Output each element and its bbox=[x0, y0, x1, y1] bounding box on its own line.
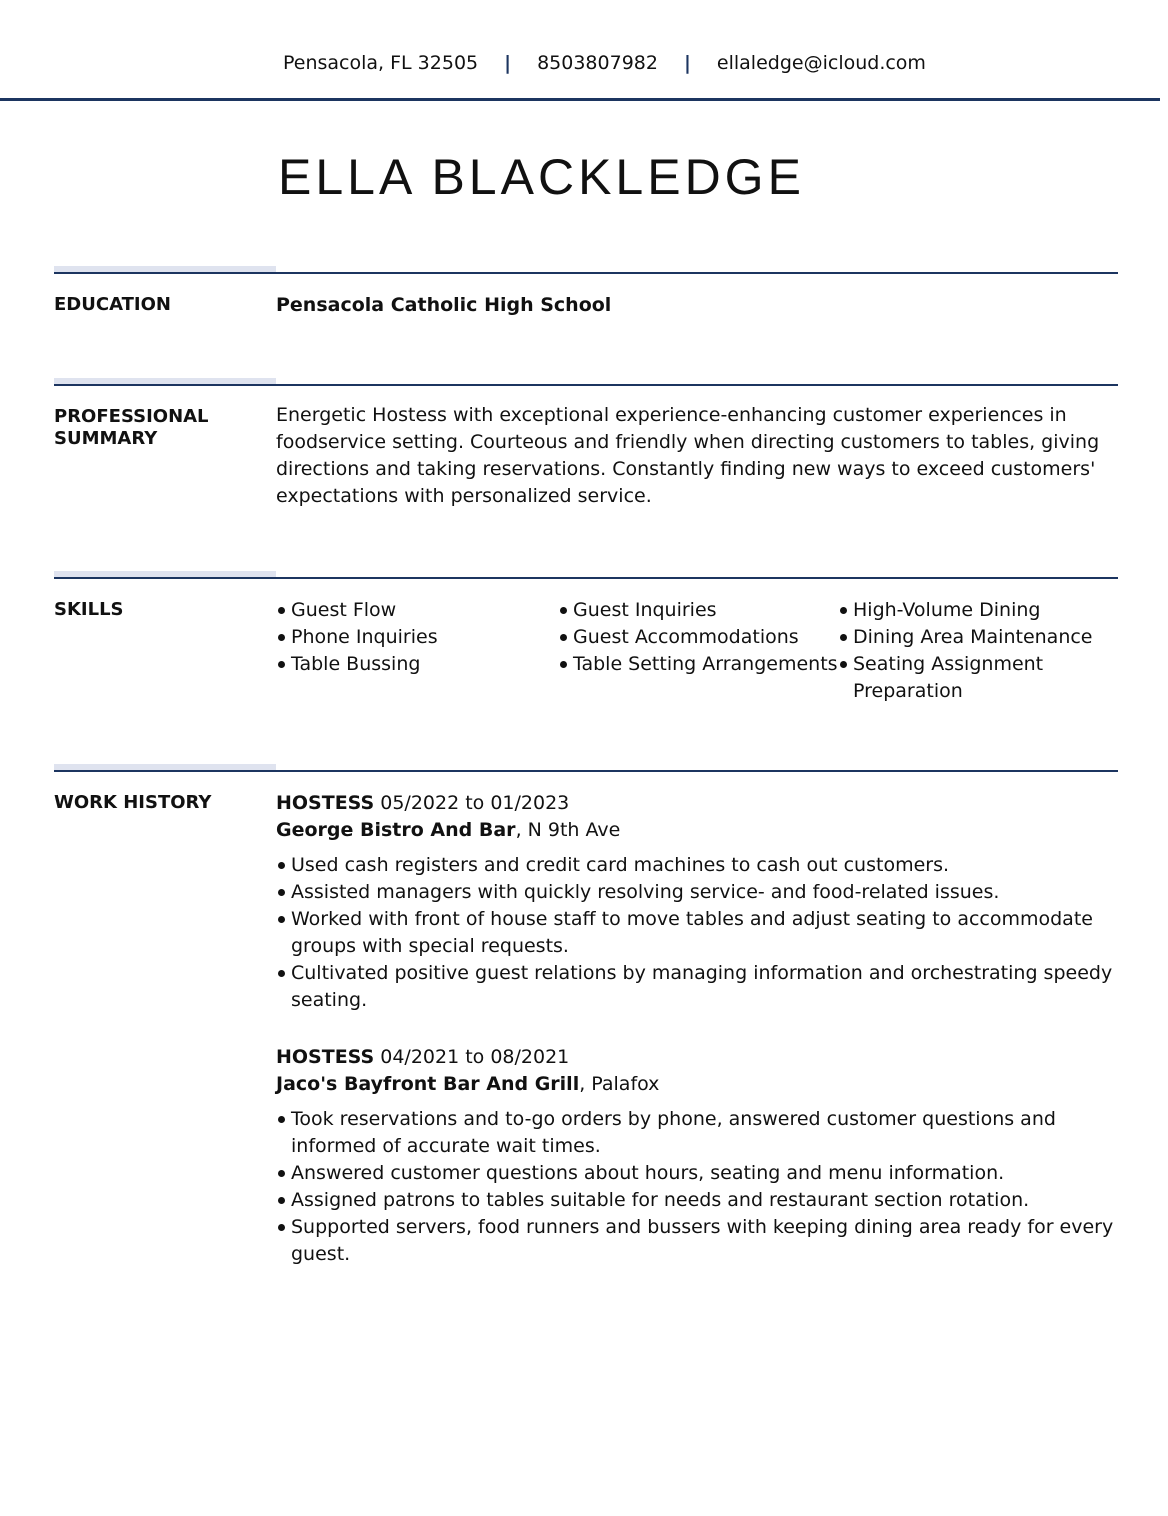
job-location: , N 9th Ave bbox=[515, 819, 621, 841]
job-bullet: Answered customer questions about hours, seating and menu information. bbox=[276, 1160, 1118, 1187]
skills-column bbox=[838, 597, 1118, 705]
job-header bbox=[276, 1044, 1118, 1071]
section-divider bbox=[54, 384, 1118, 386]
job-bullets bbox=[276, 1106, 1118, 1268]
education-section bbox=[54, 272, 1118, 372]
job-title: HOSTESS bbox=[276, 792, 375, 814]
phone-text: 8503807982 bbox=[537, 52, 658, 74]
job-entry bbox=[276, 790, 1118, 1014]
job-dates: 04/2021 to 08/2021 bbox=[380, 1046, 570, 1068]
skill-item: Table Bussing bbox=[276, 651, 558, 678]
skills-column bbox=[276, 597, 558, 705]
section-divider bbox=[54, 770, 1118, 772]
job-bullet: Took reservations and to-go orders by phone, answered customer questions and informed of accurate wait times. bbox=[276, 1106, 1118, 1160]
section-label: PROFESSIONAL SUMMARY bbox=[54, 406, 209, 449]
skills-section bbox=[54, 577, 1118, 757]
work-history-section bbox=[54, 770, 1118, 1310]
skill-item: Phone Inquiries bbox=[276, 624, 558, 651]
skill-item: Guest Inquiries bbox=[558, 597, 838, 624]
job-location: , Palafox bbox=[579, 1073, 660, 1095]
summary-text: Energetic Hostess with exceptional experience-enhancing customer experiences in foodservice setting. Courteous and friendly when directing customers to tables, giving directions and taking reservations. Constantly finding new ways to exceed customers' expectations with personalized service. bbox=[276, 404, 1100, 507]
job-header bbox=[276, 790, 1118, 817]
contact-line bbox=[283, 52, 926, 74]
job-title: HOSTESS bbox=[276, 1046, 375, 1068]
skill-item: Table Setting Arrangements bbox=[558, 651, 838, 678]
job-company: George Bistro And Bar bbox=[276, 819, 516, 841]
section-body bbox=[276, 292, 1118, 319]
job-employer bbox=[276, 1071, 1118, 1098]
skill-item: Guest Flow bbox=[276, 597, 558, 624]
separator: | bbox=[504, 52, 512, 74]
job-entry bbox=[276, 1044, 1118, 1268]
work-history-body bbox=[276, 790, 1118, 1298]
section-divider bbox=[54, 272, 1118, 274]
job-bullet: Assisted managers with quickly resolving service- and food-related issues. bbox=[276, 879, 1118, 906]
job-employer bbox=[276, 817, 1118, 844]
email-text: ellaledge@icloud.com bbox=[716, 52, 926, 74]
summary-section bbox=[54, 384, 1118, 564]
skill-item: Seating Assignment Preparation bbox=[838, 651, 1118, 705]
job-bullet: Worked with front of house staff to move tables and adjust seating to accommodate groups with special requests. bbox=[276, 906, 1118, 960]
job-dates: 05/2022 to 01/2023 bbox=[380, 792, 570, 814]
section-divider bbox=[54, 577, 1118, 579]
job-bullet: Used cash registers and credit card machines to cash out customers. bbox=[276, 852, 1118, 879]
contact-bar bbox=[0, 0, 1160, 101]
skill-item: Guest Accommodations bbox=[558, 624, 838, 651]
skill-item: Dining Area Maintenance bbox=[838, 624, 1118, 651]
location-text: Pensacola, FL 32505 bbox=[283, 52, 479, 74]
job-company: Jaco's Bayfront Bar And Grill bbox=[276, 1073, 580, 1095]
school-name: Pensacola Catholic High School bbox=[276, 294, 612, 316]
separator: | bbox=[683, 52, 691, 74]
candidate-name: ELLA BLACKLEDGE bbox=[278, 149, 805, 205]
job-bullet: Cultivated positive guest relations by managing information and orchestrating speedy seating. bbox=[276, 960, 1118, 1014]
skills-columns bbox=[276, 597, 1118, 705]
skills-column bbox=[558, 597, 838, 705]
section-label: SKILLS bbox=[54, 599, 124, 620]
skill-item: High-Volume Dining bbox=[838, 597, 1118, 624]
section-label: EDUCATION bbox=[54, 294, 171, 315]
section-label: WORK HISTORY bbox=[54, 792, 212, 813]
job-bullet: Assigned patrons to tables suitable for needs and restaurant section rotation. bbox=[276, 1187, 1118, 1214]
job-bullet: Supported servers, food runners and bussers with keeping dining area ready for every guest. bbox=[276, 1214, 1118, 1268]
job-bullets bbox=[276, 852, 1118, 1014]
